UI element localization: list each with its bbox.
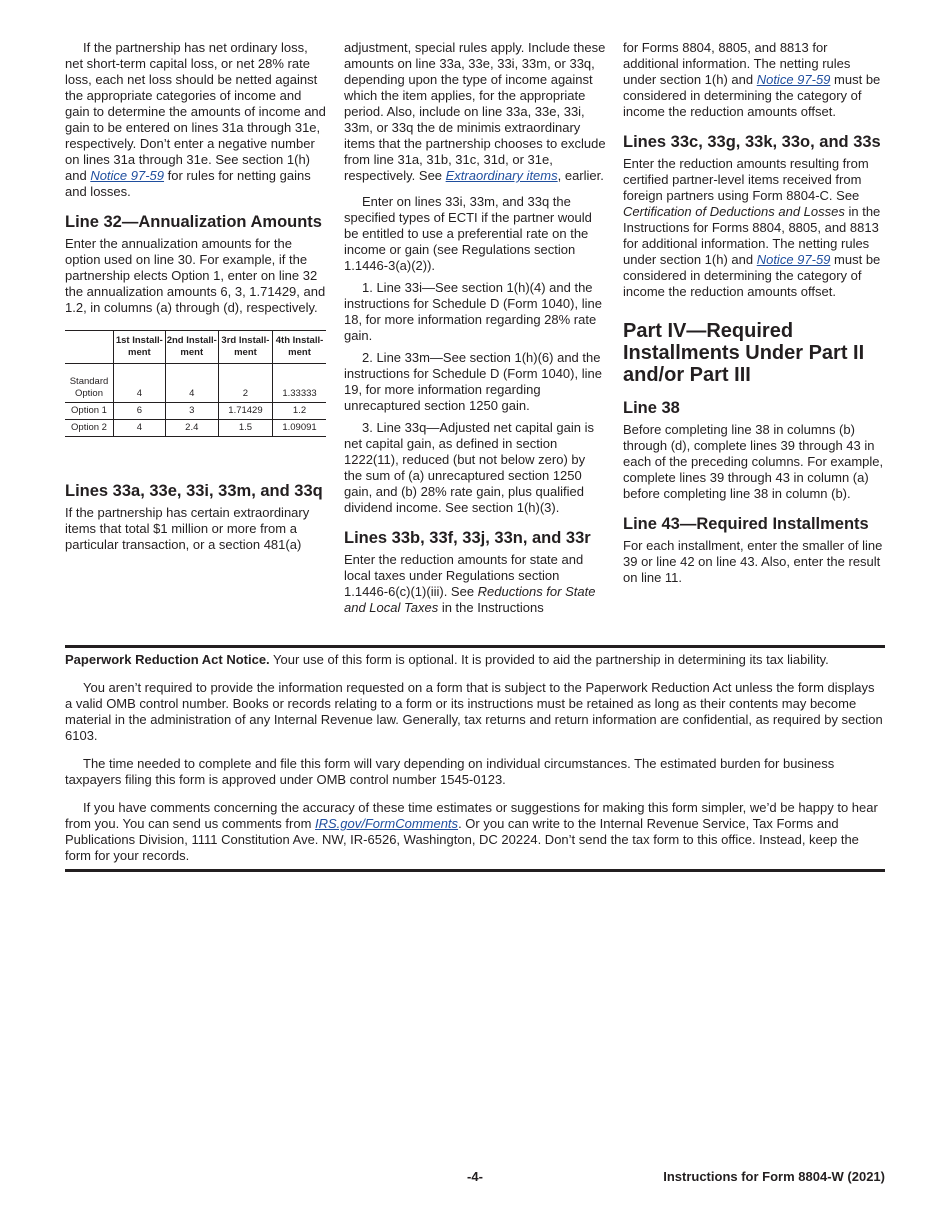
notice-97-59-link[interactable]: Notice 97-59 — [756, 72, 831, 87]
table-cell: 4 — [114, 420, 166, 437]
heading-line-43: Line 43—Required Installments — [623, 515, 869, 533]
table-row — [65, 403, 326, 420]
table-row — [65, 364, 326, 403]
table-header-cell — [65, 331, 114, 364]
pra-paragraph: If you have comments concerning the accuracy of these time estimates or suggestions for making this form simpler, we’d be happy to hear from you. You can send us comments from IRS.gov/FormComments. Or you can write to the Internal Revenue Service, Tax Forms and Publications Division, 1111 Constitution Ave. NW, IR-6526, Washington, DC 20224. Don’t send the tax form to this office. Instead, keep the form for your records. — [65, 800, 878, 863]
table-cell: 1.5 — [218, 420, 272, 437]
section-divider-bottom — [65, 869, 885, 872]
document-title: Instructions for Form 8804-W (2021) — [663, 1169, 885, 1184]
form-comments-link[interactable]: IRS.gov/FormComments — [315, 816, 459, 831]
table-row — [65, 420, 326, 437]
heading-lines-33c: Lines 33c, 33g, 33k, 33o, and 33s — [623, 133, 881, 151]
line-38-paragraph: Before completing line 38 in columns (b) through (d), complete lines 39 through 43 in each of the preceding columns. For example, complete lines 39 through 43 in column (a) before completing line 38 in column (b). — [623, 422, 884, 501]
line-43-paragraph: For each installment, enter the smaller of line 39 or line 42 on line 43. Also, enter the result on line 11. — [623, 538, 883, 585]
table-cell: Standard Option — [65, 364, 114, 403]
annualization-table — [65, 330, 326, 437]
table-header-cell: 3rd Install-ment — [218, 331, 272, 364]
netting-paragraph: If the partnership has net ordinary loss, net short-term capital loss, or net 28% rate loss, each net loss should be netted against the appropriate categories of income and gain to determine the amounts of income and gain to be entered on lines 31a through 31e, respectively. Don’t enter a negative number on lines 31a through 31e. See section 1(h) and Notice 97-59 for rules for netting gains and losses. — [65, 40, 326, 199]
forms-8804-paragraph: for Forms 8804, 8805, and 8813 for additional information. The netting rules under section 1(h) and Notice 97-59 must be considered in determining the category of income the reduction amounts offset. — [623, 40, 881, 119]
heading-line-32: Line 32—Annualization Amounts — [65, 213, 322, 231]
table-cell: 4 — [114, 364, 166, 403]
table-header-cell: 2nd Install-ment — [165, 331, 218, 364]
table-cell: 1.71429 — [218, 403, 272, 420]
table-header-cell: 1st Install-ment — [114, 331, 166, 364]
table-cell: 1.33333 — [273, 364, 326, 403]
notice-97-59-link[interactable]: Notice 97-59 — [90, 168, 165, 183]
notice-97-59-link[interactable]: Notice 97-59 — [756, 252, 831, 267]
pra-intro: Paperwork Reduction Act Notice. Your use of this form is optional. It is provided to aid the partnership in determining its tax liability. — [65, 652, 829, 667]
column-1 — [65, 40, 327, 559]
list-item-33i: 1. Line 33i—See section 1(h)(4) and the instructions for Schedule D (Form 1040), line 18, for more information regarding 28% rate gain. — [344, 280, 602, 343]
table-cell: Option 2 — [65, 420, 114, 437]
table-cell: 1.09091 — [273, 420, 326, 437]
ecti-paragraph: Enter on lines 33i, 33m, and 33q the specified types of ECTI if the partner would be entitled to use a preferential rate on the income or gain (see Regulations section 1.1446-3(a)(2)). — [344, 194, 592, 273]
state-local-taxes-paragraph: Enter the reduction amounts for state and local taxes under Regulations section 1.1446-6(c)(1)(iii). See Reductions for State and Local Taxes in the Instructions — [344, 552, 596, 615]
table-header-cell: 4th Install-ment — [273, 331, 326, 364]
table-cell: 4 — [165, 364, 218, 403]
table-cell: 2.4 — [165, 420, 218, 437]
adjustment-paragraph: adjustment, special rules apply. Include these amounts on line 33a, 33e, 33i, 33m, or 33q, depending upon the type of income against which the item applies, for the appropriate period. Also, include on line 33a, 33e, 33i, 33m, or 33q the de minimis extraordinary items that the partnership chooses to exclude from line 31a, 31b, 31c, 31d, or 31e, respectively. See Extraordinary items, earlier. — [344, 40, 606, 183]
table-cell: Option 1 — [65, 403, 114, 420]
heading-lines-33b: Lines 33b, 33f, 33j, 33n, and 33r — [344, 529, 591, 547]
heading-line-38: Line 38 — [623, 399, 680, 417]
table-cell: 3 — [165, 403, 218, 420]
annualization-paragraph: Enter the annualization amounts for the option used on line 30. For example, if the partnership elects Option 1, enter on line 32 the annualization amounts 6, 3, 1.71429, and 1.2, in columns (a) through (d), respectively. — [65, 236, 326, 315]
heading-lines-33a: Lines 33a, 33e, 33i, 33m, and 33q — [65, 482, 323, 500]
column-3 — [623, 40, 885, 592]
table-cell: 6 — [114, 403, 166, 420]
pra-paragraph: You aren’t required to provide the information requested on a form that is subject to the Paperwork Reduction Act unless the form displays a valid OMB control number. Books or records relating to a form or its instructions must be retained as long as their contents may become material in the administration of any Internal Revenue law. Generally, tax returns and return information are confidential, as required by section 6103. — [65, 680, 883, 743]
table-cell: 2 — [218, 364, 272, 403]
list-item-33m: 2. Line 33m—See section 1(h)(6) and the instructions for Schedule D (Form 1040), line 19, for more information regarding unrecaptured section 1250 gain. — [344, 350, 602, 413]
list-item-33q: 3. Line 33q—Adjusted net capital gain is net capital gain, as defined in section 1222(11), reduced (but not below zero) by the sum of (a) unrecaptured section 1250 gain, and (b) 28% rate gain, plus qualified dividend income. See section 1(h)(3). — [344, 420, 594, 515]
page-number: -4- — [467, 1169, 483, 1184]
extraordinary-items-link[interactable]: Extraordinary items — [445, 168, 558, 183]
column-2 — [344, 40, 606, 622]
section-divider-top — [65, 645, 885, 648]
paperwork-reduction-notice — [65, 652, 885, 876]
table-cell: 1.2 — [273, 403, 326, 420]
pra-paragraph: The time needed to complete and file this form will vary depending on individual circumstances. The estimated burden for business taxpayers filing this form is approved under OMB control number 1545-0123. — [65, 756, 835, 787]
heading-part-iv: Part IV—Required Installments Under Part II and/or Part III — [623, 320, 865, 386]
table-header-row — [65, 331, 326, 364]
reduction-amounts-paragraph: Enter the reduction amounts resulting from certified partner-level items received from foreign partners using Form 8804-C. See Certification of Deductions and Losses in the Instructions for Forms 8804, 8805, and 8813 for additional information. The netting rules under section 1(h) and Notice 97-59 must be considered in determining the category of income the reduction amounts offset. — [623, 156, 881, 299]
extraordinary-items-paragraph: If the partnership has certain extraordinary items that total $1 million or more from a particular transaction, or a section 481(a) — [65, 505, 310, 552]
